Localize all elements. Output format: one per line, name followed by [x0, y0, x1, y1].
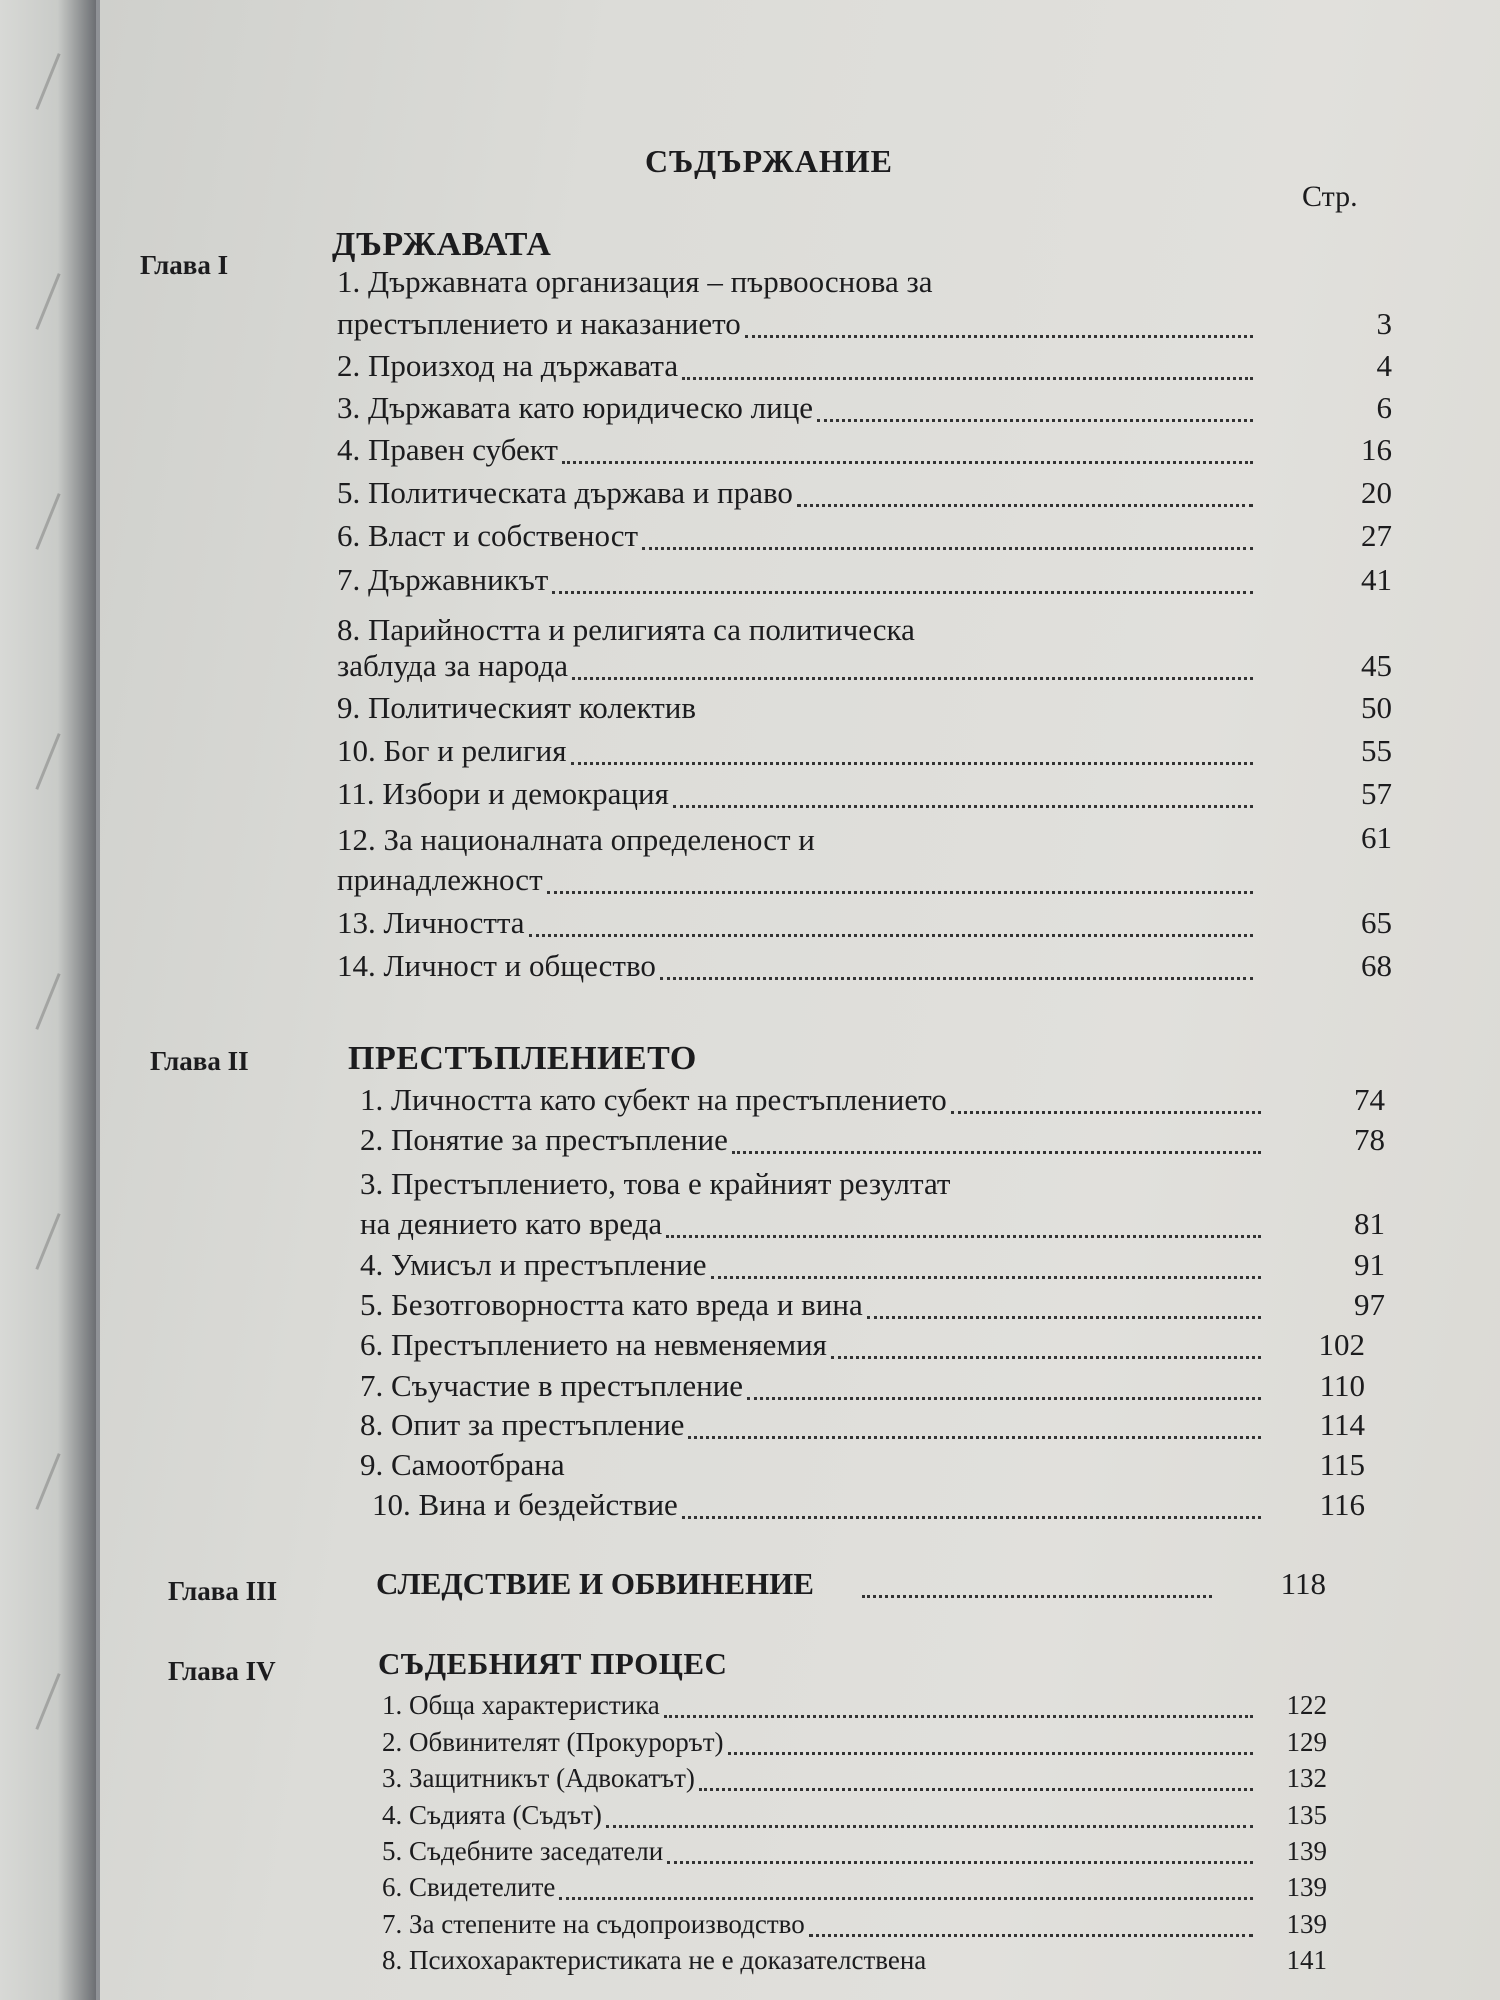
- dot-leader: [552, 590, 1253, 594]
- dot-leader: [667, 1860, 1253, 1864]
- toc-entry: [382, 1909, 1327, 1945]
- entry-page: 139: [1286, 1836, 1327, 1866]
- entry-page: 122: [1286, 1690, 1327, 1720]
- chapter-title: ПРЕСТЪПЛЕНИЕТО: [348, 1040, 697, 1077]
- dot-leader: [728, 1751, 1253, 1755]
- toc-entry: [360, 1082, 1385, 1122]
- dot-leader: [688, 1435, 1261, 1439]
- entry-title: 4. Правен субект: [337, 432, 558, 467]
- dot-leader: [831, 1355, 1261, 1359]
- entry-title: 6. Власт и собственост: [337, 518, 639, 553]
- dot-leader: [673, 804, 1253, 808]
- entry-page: 20: [1361, 475, 1392, 510]
- entry-page: 74: [1354, 1082, 1385, 1117]
- toc-entry: [337, 562, 1392, 602]
- entry-page: 27: [1361, 518, 1392, 553]
- toc-entry: [360, 1447, 1365, 1487]
- entry-title: 1. Личността като субект на престъплението: [360, 1082, 947, 1117]
- entry-title: 7. Съучастие в престъпление: [360, 1368, 744, 1403]
- entry-title: 2. Произход на държавата: [337, 348, 679, 383]
- entry-title: заблуда за народа: [337, 648, 569, 683]
- entry-title: 2. Обвинителят (Прокурорът): [382, 1727, 724, 1757]
- entry-title: 8. Психохарактеристиката не е доказателствена: [382, 1945, 927, 1975]
- entry-title: принадлежност: [337, 862, 543, 897]
- toc-entry: [337, 776, 1392, 816]
- dot-leader: [732, 1150, 1261, 1154]
- toc-entry: [337, 690, 1392, 730]
- dot-leader: [682, 1515, 1261, 1519]
- toc-entry: [360, 1287, 1385, 1327]
- entry-title: 2. Понятие за престъпление: [360, 1122, 728, 1157]
- contents-title: СЪДЪРЖАНИЕ: [645, 143, 893, 179]
- dot-leader: [660, 976, 1253, 980]
- toc-entry: [337, 948, 1392, 988]
- entry-page: 68: [1361, 948, 1392, 983]
- entry-title: 7. За степените на съдопроизводство: [382, 1909, 805, 1939]
- dot-leader: [930, 1969, 1253, 1973]
- chapter-label: Глава I: [140, 250, 229, 280]
- chapter-title: ДЪРЖАВАТА: [332, 226, 552, 263]
- entry-title: 9. Самоотбрана: [360, 1447, 565, 1482]
- dot-leader: [862, 1594, 1212, 1598]
- dot-leader: [951, 1110, 1261, 1114]
- toc-entry: [337, 518, 1392, 558]
- entry-title: 5. Безотговорността като вреда и вина: [360, 1287, 863, 1322]
- book-page: [100, 0, 1500, 2000]
- entry-title: 13. Личността: [337, 905, 525, 940]
- dot-leader: [745, 334, 1253, 338]
- entry-title: 3. Държавата като юридическо лице: [337, 390, 814, 425]
- entry-page: 81: [1354, 1206, 1385, 1241]
- entry-page: 61: [1361, 820, 1392, 855]
- toc-entry: [382, 1836, 1327, 1872]
- entry-title: 14. Личност и общество: [337, 948, 656, 983]
- entry-title: 9. Политическият колектив: [337, 690, 696, 725]
- dot-leader: [642, 546, 1253, 550]
- dot-leader: [562, 460, 1253, 464]
- entry-page: 115: [1319, 1447, 1365, 1482]
- dot-leader: [571, 761, 1254, 765]
- entry-title: 3. Защитникът (Адвокатът): [382, 1763, 695, 1793]
- entry-line1: 3. Престъплението, това е крайният резултат: [360, 1166, 951, 1201]
- entry-title: 5. Политическата държава и право: [337, 475, 793, 510]
- dot-leader: [569, 1475, 1261, 1479]
- entry-title: на деянието като вреда: [360, 1206, 663, 1241]
- toc-entry: [372, 1487, 1365, 1527]
- toc-entry: [337, 648, 1392, 688]
- page-column-label: Стр.: [1302, 180, 1358, 213]
- entry-line1: 8. Парийността и религията са политическа: [337, 612, 915, 647]
- entry-page: 118: [1280, 1566, 1326, 1601]
- entry-page: 110: [1319, 1368, 1365, 1403]
- entry-page: 65: [1361, 905, 1392, 940]
- entry-title: 6. Престъплението на невменяемия: [360, 1327, 827, 1362]
- entry-page: 78: [1354, 1122, 1385, 1157]
- toc-entry: [360, 1407, 1365, 1447]
- entry-title: 7. Държавникът: [337, 562, 549, 597]
- dot-leader: [666, 1234, 1261, 1238]
- entry-title: 4. Съдията (Съдът): [382, 1800, 602, 1830]
- chapter-label: Глава IV: [168, 1656, 276, 1686]
- entry-page: 50: [1361, 690, 1392, 725]
- dot-leader: [664, 1714, 1253, 1718]
- chapter-label: Глава II: [150, 1046, 249, 1076]
- toc-entry: [337, 432, 1392, 472]
- entry-title: престъплението и наказанието: [337, 306, 741, 341]
- entry-line1: 1. Държавната организация – първооснова за: [337, 264, 933, 299]
- entry-page: 102: [1318, 1327, 1365, 1362]
- dot-leader: [559, 1896, 1253, 1900]
- entry-page: 6: [1376, 390, 1392, 425]
- entry-title: 1. Обща характеристика: [382, 1690, 660, 1720]
- entry-title: 10. Вина и бездействие: [372, 1487, 678, 1522]
- entry-title: 10. Бог и религия: [337, 733, 567, 768]
- dot-leader: [867, 1315, 1261, 1319]
- entry-page: 97: [1354, 1287, 1385, 1322]
- toc-entry: [360, 1206, 1385, 1246]
- toc-entry: [360, 1368, 1365, 1408]
- entry-title: 8. Опит за престъпление: [360, 1407, 685, 1442]
- entry-title: 11. Избори и демокрация: [337, 776, 669, 811]
- entry-title: 5. Съдебните заседатели: [382, 1836, 664, 1866]
- chapter-label: Глава III: [168, 1576, 278, 1606]
- toc-entry: [337, 306, 1392, 346]
- entry-title: 4. Умисъл и престъпление: [360, 1247, 707, 1282]
- dot-leader: [817, 418, 1253, 422]
- toc-entry: [376, 1566, 1326, 1606]
- entry-page: 139: [1286, 1872, 1327, 1902]
- entry-title: 6. Свидетелите: [382, 1872, 556, 1902]
- entry-page: 55: [1361, 733, 1392, 768]
- dot-leader: [747, 1396, 1261, 1400]
- toc-entry: [360, 1327, 1365, 1367]
- toc-entry: [360, 1122, 1385, 1162]
- toc-entry: [337, 348, 1392, 388]
- entry-page: 45: [1361, 648, 1392, 683]
- entry-page: 116: [1319, 1487, 1365, 1522]
- toc-entry: [337, 905, 1392, 945]
- dot-leader: [809, 1933, 1253, 1937]
- entry-page: 132: [1286, 1763, 1327, 1793]
- toc-entry: [382, 1945, 1327, 1981]
- toc-entry: [382, 1690, 1327, 1726]
- toc-entry: [337, 733, 1392, 773]
- toc-entry: [382, 1800, 1327, 1836]
- toc-entry: [360, 1247, 1385, 1287]
- chapter-title: СЪДЕБНИЯТ ПРОЦЕС: [378, 1646, 728, 1681]
- dot-leader: [711, 1275, 1262, 1279]
- entry-page: 114: [1319, 1407, 1365, 1442]
- chapter-title: СЛЕДСТВИЕ И ОБВИНЕНИЕ: [376, 1566, 814, 1601]
- entry-page: 57: [1361, 776, 1392, 811]
- entry-page: 16: [1361, 432, 1392, 467]
- dot-leader: [606, 1824, 1253, 1828]
- toc-entry: [337, 390, 1392, 430]
- toc-entry: [382, 1872, 1327, 1908]
- entry-page: 129: [1286, 1727, 1327, 1757]
- dot-leader: [700, 718, 1253, 722]
- dot-leader: [529, 933, 1253, 937]
- entry-page: 91: [1354, 1247, 1385, 1282]
- entry-page: 3: [1376, 306, 1392, 341]
- dot-leader: [699, 1787, 1253, 1791]
- toc-entry: [337, 475, 1392, 515]
- dot-leader: [547, 890, 1253, 894]
- entry-page: 135: [1286, 1800, 1327, 1830]
- toc-entry: [382, 1727, 1327, 1763]
- toc-entry: [382, 1763, 1327, 1799]
- entry-page: 139: [1286, 1909, 1327, 1939]
- dot-leader: [572, 676, 1253, 680]
- dot-leader: [682, 376, 1253, 380]
- entry-page: 4: [1376, 348, 1392, 383]
- adjacent-page-edge: [0, 0, 96, 2000]
- entry-page: 141: [1286, 1945, 1327, 1975]
- dot-leader: [797, 503, 1253, 507]
- entry-page: 41: [1361, 562, 1392, 597]
- entry-line1: 12. За националната определеност и: [337, 822, 815, 857]
